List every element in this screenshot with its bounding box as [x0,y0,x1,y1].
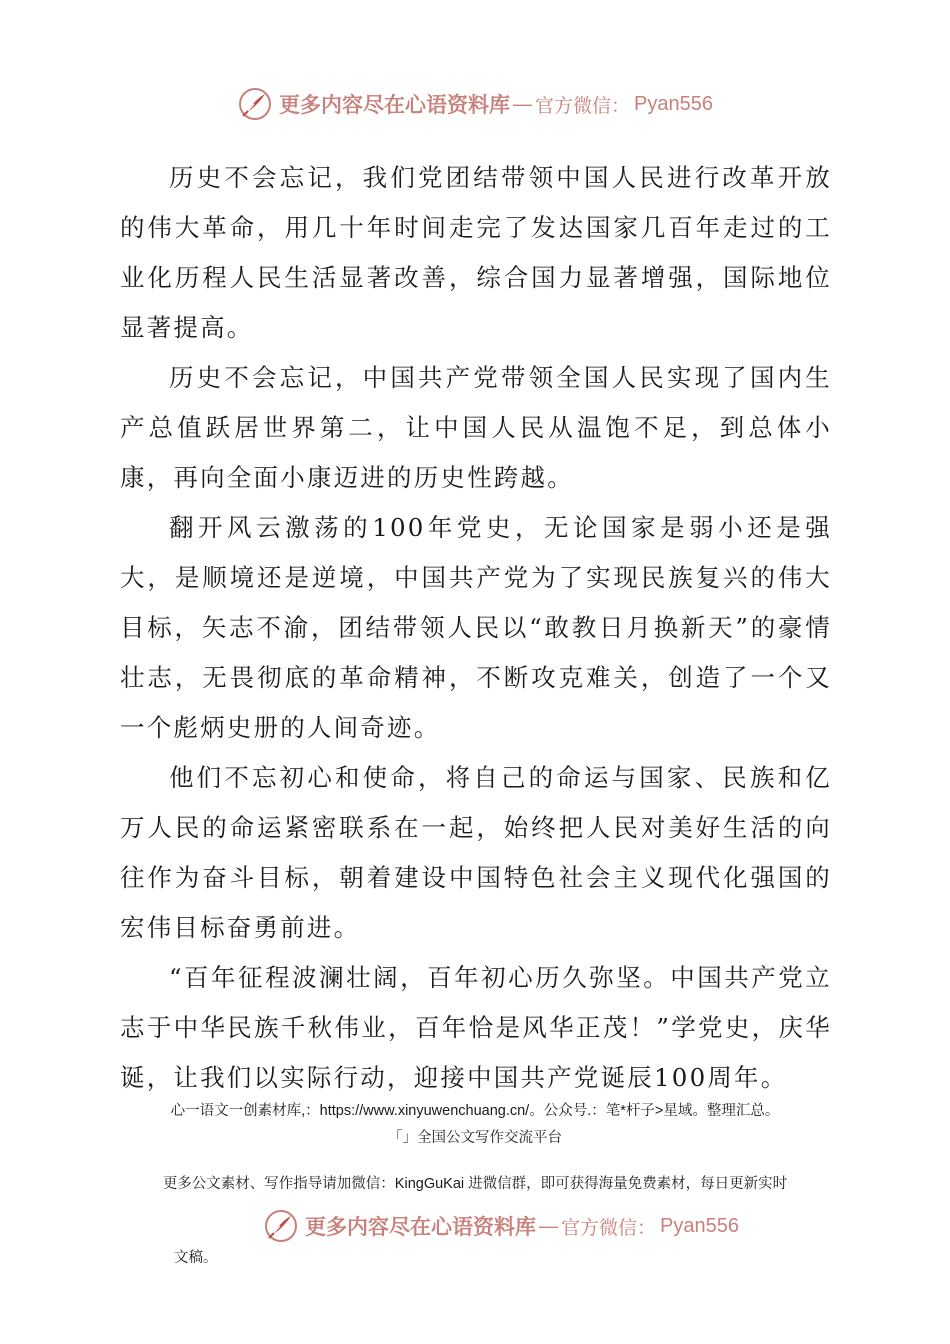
watermark-header [0,84,950,124]
watermark-wechat-id: Pyan556 [660,1214,739,1237]
feather-pen-logo-icon [263,1208,299,1244]
footer-continuation-line: 文稿。 [174,1250,218,1266]
watermark-label: 官方微信： [535,94,631,117]
watermark-footer [26,1206,950,1246]
watermark-title: 更多内容尽在心语资料库 [305,1214,536,1239]
article-body [120,153,832,1103]
footer-platform-line: 「」全国公文写作交流平台 [388,1130,562,1146]
watermark-title: 更多内容尽在心语资料库 [279,92,510,117]
paragraph: 翻开风云激荡的100年党史，无论国家是弱小还是强大，是顺境还是逆境，中国共产党为了实现民族复兴的伟大目标，矢志不渝，团结带领人民以“敢教日月换新天”的豪情壮志，无畏彻底的革命精神，不断攻克难关，创造了一个又一个彪炳史册的人间奇迹。 [120,513,832,742]
watermark-label: 官方微信： [561,1216,657,1239]
watermark-separator: — [512,92,533,116]
paragraph: 历史不会忘记，中国共产党带领全国人民实现了国内生产总值跃居世界第二，让中国人民从温饱不足，到总体小康，再向全面小康迈进的历史性跨越。 [120,363,832,492]
watermark-wechat-id: Pyan556 [634,92,713,115]
paragraph: “百年征程波澜壮阔，百年初心历久弥坚。中国共产党立志于中华民族千秋伟业，百年恰是风华正茂！”学党史，庆华诞，让我们以实际行动，迎接中国共产党诞辰100周年。 [120,963,832,1092]
paragraph: 历史不会忘记，我们党团结带领中国人民进行改革开放的伟大革命，用几十年时间走完了发达国家几百年走过的工业化历程人民生活显著改善，综合国力显著增强，国际地位显著提高。 [120,163,832,342]
watermark-separator: — [538,1214,559,1238]
footer-source-line: 心一语文一创素材库,：https://www.xinyuwenchuang.cn/。公众号.：笔*杆子>星域。整理汇总。 [170,1103,780,1119]
footer-contact-line: 更多公文素材、写作指导请加微信：KingGuKai 进微信群，即可获得海量免费素材，每日更新实时 [162,1176,788,1192]
paragraph: 他们不忘初心和使命，将自己的命运与国家、民族和亿万人民的命运紧密联系在一起，始终把人民对美好生活的向往作为奋斗目标，朝着建设中国特色社会主义现代化强国的宏伟目标奋勇前进。 [120,763,832,942]
feather-pen-logo-icon [237,86,273,122]
